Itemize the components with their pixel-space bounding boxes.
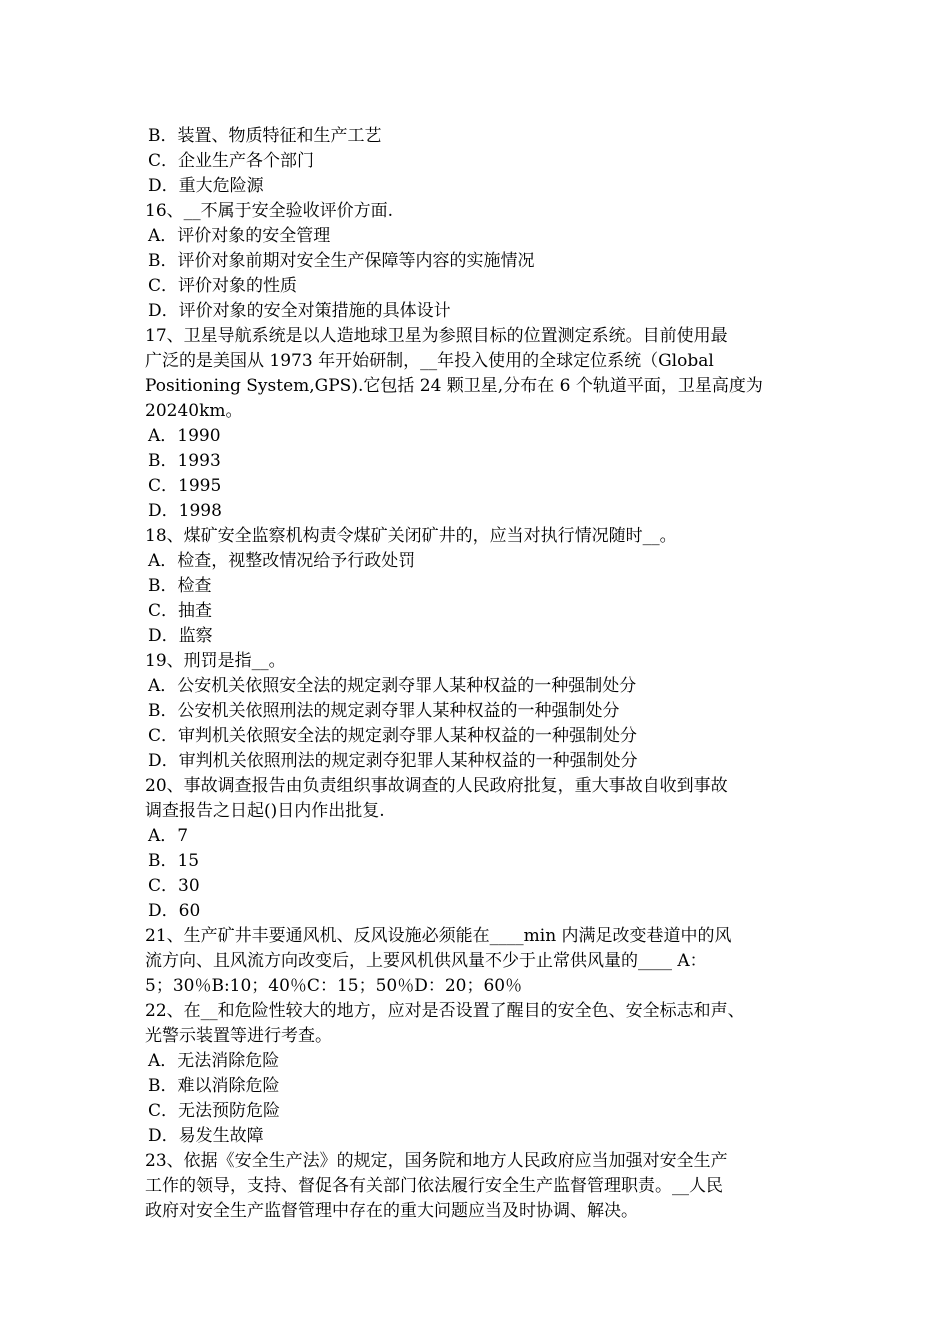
answer-option-line: B．1993 <box>148 451 221 471</box>
answer-option-line: B．检查 <box>148 576 212 596</box>
question-text-line: 光警示装置等进行考查。 <box>145 1026 332 1046</box>
answer-option-line: B．15 <box>148 851 200 871</box>
question-text-line: 工作的领导，支持、督促各有关部门依法履行安全生产监督管理职责。__人民 <box>145 1176 723 1196</box>
answer-option-line: D．监察 <box>148 626 213 646</box>
answer-option-line: D．易发生故障 <box>148 1126 264 1146</box>
question-text-line: 23、依据《安全生产法》的规定，国务院和地方人民政府应当加强对安全生产 <box>145 1151 728 1171</box>
answer-option-line: A．评价对象的安全管理 <box>148 226 331 246</box>
answer-option-line: B．评价对象前期对安全生产保障等内容的实施情况 <box>148 251 535 271</box>
question-text-line: 16、__不属于安全验收评价方面. <box>145 201 394 221</box>
answer-option-line: C．30 <box>148 876 200 896</box>
answer-option-line: D．评价对象的安全对策措施的具体设计 <box>148 301 451 321</box>
question-text-line: 广泛的是美国从 1973 年开始研制，__年投入使用的全球定位系统（Global <box>145 351 714 371</box>
answer-option-line: A．无法消除危险 <box>148 1051 280 1071</box>
answer-option-line: C．评价对象的性质 <box>148 276 298 296</box>
question-text-line: 流方向、且风流方向改变后，上要风机供风量不少于止常供风量的____ A： <box>145 951 707 971</box>
answer-option-line: C．审判机关依照安全法的规定剥夺罪人某种权益的一种强制处分 <box>148 726 638 746</box>
answer-option-line: C．无法预防危险 <box>148 1101 281 1121</box>
answer-option-line: B．装置、物质特征和生产工艺 <box>148 126 382 146</box>
answer-option-line: D．审判机关依照刑法的规定剥夺犯罪人某种权益的一种强制处分 <box>148 751 638 771</box>
answer-option-line: A．公安机关依照安全法的规定剥夺罪人某种权益的一种强制处分 <box>148 676 637 696</box>
question-text-line: 政府对安全生产监督管理中存在的重大问题应当及时协调、解决。 <box>145 1201 638 1221</box>
question-text-line: 22、在__和危险性较大的地方，应对是否设置了醒目的安全色、安全标志和声、 <box>145 1001 745 1021</box>
question-text-line: 5；30％B:10；40％C：15；50％D：20；60％ <box>145 976 523 996</box>
question-text-line: Positioning System,GPS).它包括 24 颗卫星,分布在 6 个轨道平面，卫星高度为 <box>145 376 763 396</box>
question-text-line: 21、生产矿井丰要通风机、反风设施必须能在____min 内满足改变巷道中的风 <box>145 926 732 946</box>
answer-option-line: C．企业生产各个部门 <box>148 151 315 171</box>
answer-option-line: A．1990 <box>148 426 221 446</box>
question-text-line: 20240km。 <box>145 401 243 421</box>
answer-option-line: D．60 <box>148 901 201 921</box>
answer-option-line: C．抽查 <box>148 601 213 621</box>
document-body <box>145 124 817 1224</box>
answer-option-line: B．公安机关依照刑法的规定剥夺罪人某种权益的一种强制处分 <box>148 701 620 721</box>
question-text-line: 19、刑罚是指__。 <box>145 651 286 671</box>
answer-option-line: C．1995 <box>148 476 222 496</box>
question-text-line: 18、煤矿安全监察机构责令煤矿关闭矿井的，应当对执行情况随时__。 <box>145 526 677 546</box>
question-text-line: 调查报告之日起()日内作出批复. <box>145 801 385 821</box>
answer-option-line: A．检查，视整改情况给予行政处罚 <box>148 551 416 571</box>
question-text-line: 17、卫星导航系统是以人造地球卫星为参照目标的位置测定系统。目前使用最 <box>145 326 728 346</box>
answer-option-line: D．1998 <box>148 501 222 521</box>
answer-option-line: D．重大危险源 <box>148 176 264 196</box>
question-text-line: 20、事故调查报告由负责组织事故调查的人民政府批复，重大事故自收到事故 <box>145 776 728 796</box>
answer-option-line: A．7 <box>148 826 189 846</box>
answer-option-line: B．难以消除危险 <box>148 1076 280 1096</box>
